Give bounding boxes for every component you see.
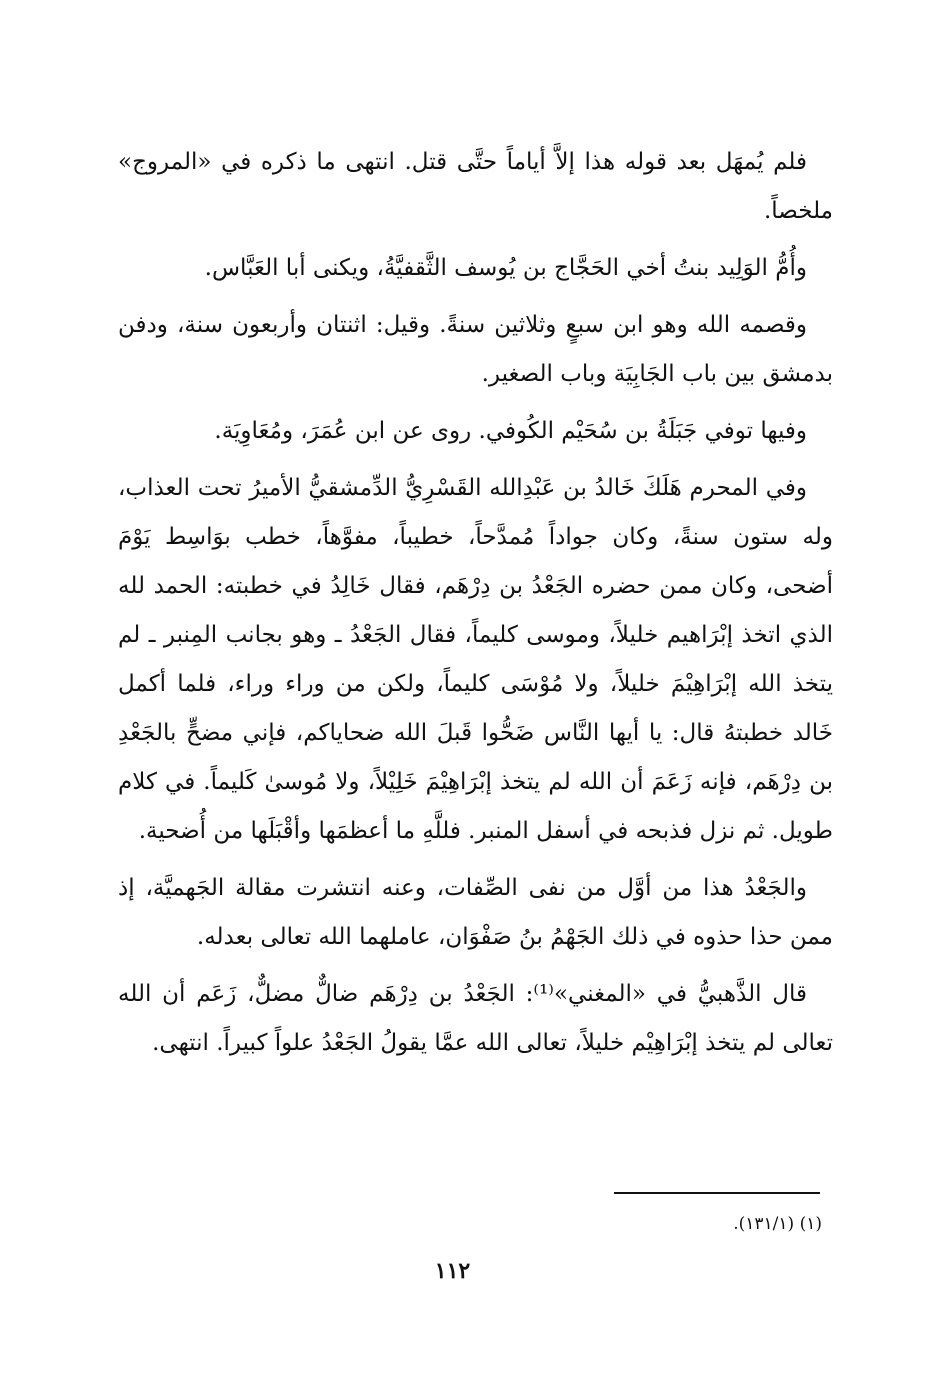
footnote: (١) (١٣١/١). — [733, 1214, 822, 1234]
paragraph-1: فلم يُمهَل بعد قوله هذا إلاَّ أياماً حتَّى قتل. انتهى ما ذكره في «المروج» ملخصاً. — [118, 149, 833, 224]
page-body — [118, 138, 833, 1076]
paragraph-4: وفيها توفي جَبَلَةُ بن سُحَيْم الكُوفي. روى عن ابن عُمَرَ، ومُعَاوِيَة. — [214, 418, 807, 444]
paragraph-6: والجَعْدُ هذا من أوَّل من نفى الصِّفات، وعنه انتشرت مقالة الجَهميَّة، إذ ممن حذا حذوه في ذلك الجَهْمُ بنُ صَفْوَان، عاملهما الله تعالى بعدله. — [118, 875, 833, 950]
page-number: ١١٢ — [434, 1258, 471, 1284]
paragraph-2: وأُمُّ الوَلِيد بنتُ أخي الحَجَّاج بن يُوسف الثَّقفيَّةُ، ويكنى أبا العَبَّاس. — [204, 255, 807, 281]
paragraph-7: قال الذَّهبيُّ في «المغني»⁽¹⁾: الجَعْدُ بن دِرْهَم ضالٌّ مضلٌّ، زَعَم أن الله تعالى لم يتخذ إبْرَاهِيْم خليلاً، تعالى الله عمَّا يقولُ الجَعْدُ علواً كبيراً. انتهى. — [118, 981, 833, 1056]
paragraph-5: وفي المحرم هَلَكَ خَالدُ بن عَبْدِالله القَسْرِيُّ الدِّمشقيُّ الأميرُ تحت العذاب، وله ستون سنةً، وكان جواداً مُمدَّحاً، خطيباً، مفوَّهاً، خطب بوَاسِط يَوْمَ أضحى، وكان ممن حضره الجَعْدُ بن دِرْهَم، فقال خَالِدُ في خطبته: الحمد لله الذي اتخذ إبْرَاهيم خليلاً، وموسى كليماً، فقال الجَعْدُ ـ وهو بجانب المِنبر ـ لم يتخذ الله إبْرَاهِيْمَ خليلاً، ولا مُوْسَى كليماً، ولكن من وراء وراء، فلما أكمل خَالد خطبتهُ قال: يا أيها النَّاس ضَحُّوا قَبلَ الله ضحاياكم، فإني مضحٍّ بالجَعْدِ بن دِرْهَم، فإنه زَعَمَ أن الله لم يتخذ إبْرَاهِيْمَ خَلِيْلاً، ولا مُوسىٰ كَليماً. في كلام طويل. ثم نزل فذبحه في أسفل المنبر. فللَّهِ ما أعظمَها وأقْبَلَها من أُضحية. — [118, 475, 833, 844]
paragraph-3: وقصمه الله وهو ابن سبعٍ وثلاثين سنةً. وقيل: اثنتان وأربعون سنة، ودفن بدمشق بين باب الجَابِيَة وباب الصغير. — [118, 312, 833, 387]
footnote-divider — [614, 1192, 820, 1194]
